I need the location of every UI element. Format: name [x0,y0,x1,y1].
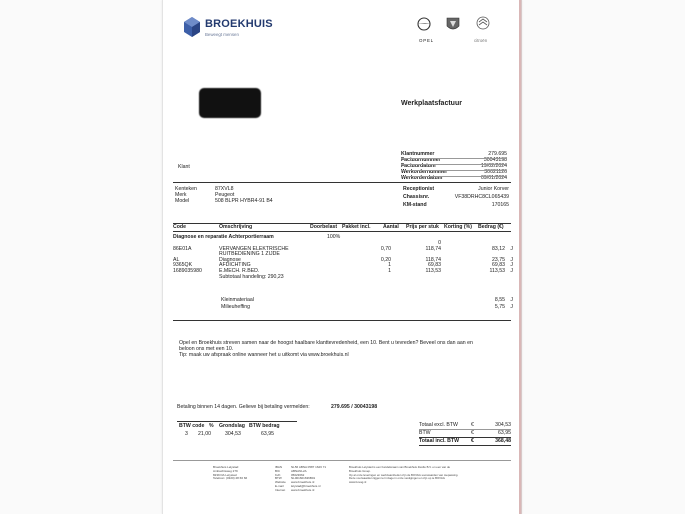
row-desc: AFDICHTING [219,262,251,268]
btw-cell: 21,00 [198,431,211,437]
citroen-label: citroën [474,38,488,43]
meta-divider [401,176,507,177]
footer-line: KvK 05023662 [275,472,305,477]
vehicle-row [403,194,509,202]
payment-instruction: Betaling binnen 14 dagen. Gelieve bij betaling vermelden: [177,404,310,410]
extra-label: Milieuheffing [221,304,251,310]
footer-line: 8239 DA Lelystad [213,472,237,477]
row-code: 86E01A [173,245,192,252]
opel-label: OPEL [419,38,434,43]
row-bedrag: 69,83 [492,262,505,268]
meta-divider [401,158,507,159]
row-mark: J [510,267,513,274]
total-row [419,438,511,446]
footer-line: www.bovag.nl [349,480,367,485]
row-code: AL [173,256,180,263]
meta-value: 30043198 [483,157,507,163]
row-prijs: 118,74 [425,245,441,252]
subtotal: Subtotaal handeling: 290,23 [219,274,284,280]
vehicle-value: 87XVL8 [215,186,234,192]
total-value: 63,95 [498,430,511,436]
meta-value: 09/01/2024 [481,175,507,181]
footer-line: Deze voorwaarden liggen ter inzage in onze vestigingen en zijn op te BOVAG [349,476,445,481]
brand-name: BROEKHUIS [205,18,273,30]
row-bedrag: 113,53 [489,267,505,274]
meta-label: Werkordernummer [401,169,448,175]
table-row [173,268,511,274]
message-line: Tip: maak uw afspraak online wanneer het u uitkomt via www.broekhuis.nl [179,352,349,358]
total-currency: € [471,422,474,428]
btw-col: % [209,423,214,429]
meta-divider [401,170,507,171]
table-header-rule [173,231,511,232]
scan-edge [519,0,521,514]
table-header [173,224,511,231]
meta-value: 279.695 [488,151,507,157]
row-aantal: 1 [388,262,391,268]
vehicle-row [403,202,509,210]
col-desc: Omschrijving [219,224,253,230]
message-line: beloon ons met een 10. [179,346,234,352]
footer-line: Ambachtsweg 279 [213,468,238,473]
total-row [419,430,511,438]
meta-label: Factuurdatum [401,163,436,169]
total-value: 304,53 [495,422,511,428]
col-code: Code [173,224,186,230]
citroen-logo-icon [477,17,489,29]
meta-value: 30021126 [484,169,507,175]
vehicle-row [175,198,273,204]
row-prijs: 69,83 [428,262,441,268]
row-bedrag: 83,12 [492,245,505,252]
row-desc: VERVANGEN ELEKTRISCHE [219,245,289,252]
document-title: Werkplaatsfactuur [401,100,462,107]
extra-label: Kleinmateriaal [221,297,254,303]
payment-reference: 279.695 / 30043198 [331,404,378,410]
vehicle-value: 508 BLPR HYBR4-91 B4 [215,198,273,204]
total-currency: € [471,438,474,444]
btw-col: Grondslag [219,423,245,429]
extra-value: 5,75 [494,304,505,310]
footer-address [213,466,247,481]
row-aantal: 1 [388,267,391,274]
col-bedrag: Bedrag (€) [478,224,504,230]
footer-line: BTW NL001601636B01 [275,476,316,481]
total-label: Totaal excl. BTW [419,422,458,428]
row-prijs: 113,53 [425,267,441,274]
col-doorbelast: Doorbelast [310,224,338,230]
opel-logo-icon [417,18,431,30]
btw-col: BTW bedrag [249,423,280,429]
line-items [173,240,511,273]
footer-line: Telefoon: (0320) 28 66 66 [213,476,248,481]
vehicle-value: VF38DRHC8CL065439 [454,194,509,200]
vehicle-label: Chassisnr. [403,194,430,200]
footer-legal [349,466,458,485]
btw-cell: 63,95 [261,431,274,437]
redacted-address [199,88,261,118]
vehicle-label: Merk [175,192,187,198]
row-mark: J [510,262,513,268]
col-aantal: Aantal [383,224,399,230]
btw-cell: 3 [185,431,188,437]
footer-line: Broekhuis Groep. [349,468,371,473]
row-code: 9365QK [173,262,193,268]
invoice-page [162,0,522,514]
vehicle-label: Kenteken [175,186,197,192]
section-doorbelast: 100% [327,234,341,240]
footer-line: Broekhuis Lelystad [213,465,239,469]
meta-divider [401,164,507,165]
row-desc: RUITBEDIENING 1 ZIJDE [219,251,280,257]
total-currency: € [471,430,474,436]
extra-value: 8,55 [494,297,505,303]
btw-cell: 304,53 [225,431,241,437]
message-line: Opel en Broekhuis streven samen naar de hoogst haalbare klanttevredenheid, een 10. Bent u tevreden? Beveel ons dan aan en [179,340,473,346]
total-value: 368,48 [495,438,511,444]
section-title: Diagnose en reparatie Achterportierraam [173,234,274,240]
row-desc: E.MECH. R.BED. [219,267,260,274]
vehicle-value: Peugeot [215,192,235,198]
broekhuis-logo-icon [183,16,201,38]
vehicle-value: 170165 [491,202,509,208]
totals [419,422,511,446]
vehicle-info [175,186,273,204]
col-pakket: Pakket incl. [342,224,371,230]
row-desc: Diagnose [219,256,241,263]
footer-line: Website www.broekhuis.nl [275,480,315,485]
row-mark: J [510,256,513,263]
meta-value: 19/02/2024 [481,163,507,169]
peugeot-logo-icon [447,18,459,29]
vehicle-info-right [403,186,509,210]
row-bedrag: 23,75 [492,256,505,263]
table-bottom-rule [173,320,511,321]
vehicle-label: KM-stand [403,202,427,208]
meta-label: Klantnummer [401,151,435,157]
footer-rule [173,460,511,461]
btw-top-rule [177,421,297,422]
footer-line: E-mail lelystad@broekhuis.nl [275,483,321,488]
footer-line: BIC ABNANL2A [275,468,307,473]
extra-row [221,297,511,304]
row-prijs: 118,74 [425,256,441,263]
footer-bank [275,466,326,493]
btw-row [179,431,297,438]
btw-col: BTW code [179,423,205,429]
customer-label: Klant [178,164,190,170]
footer-line: Op al onze leveringen en werkzaamheden zijn de BOVAG-voorwaarden van toepassing. [349,472,459,477]
satisfaction-message [179,340,473,358]
vehicle-label: Receptionist [403,186,435,192]
vehicle-label: Model [175,198,190,204]
col-korting: Korting (%) [444,224,472,230]
footer-line: Internet www.broekhuis.nl [275,487,315,492]
footer-line: Broekhuis Lelystad is een handelsnaam van Broekhuis Zwolle B.V. en een van de [349,465,451,469]
extra-mark: J [510,304,513,310]
brand-tagline: Beweegt mensen [205,32,239,37]
total-label: Totaal incl. BTW [419,438,459,444]
total-row [419,422,511,430]
col-prijs: Prijs per stuk [406,224,439,230]
row-mark: J [510,245,513,252]
extra-mark: J [510,297,513,303]
row-prijs: 0 [438,240,441,246]
meta-label: Werkorderdatum [401,175,443,181]
meta-label: Factuurnummer [401,157,441,163]
row-aantal: 0,70 [380,245,391,252]
total-label: BTW [419,430,431,436]
row-code: 1689035980 [173,267,202,274]
row-aantal: 0,20 [380,256,391,263]
extra-row [221,304,511,311]
section-rule [173,182,511,183]
vehicle-value: Junior Korver [478,186,509,192]
vehicle-row [403,186,509,194]
footer-line: IBAN NL56 ABNA 0587 1626 71 [275,465,327,469]
extras [221,297,511,311]
btw-header [179,423,297,430]
